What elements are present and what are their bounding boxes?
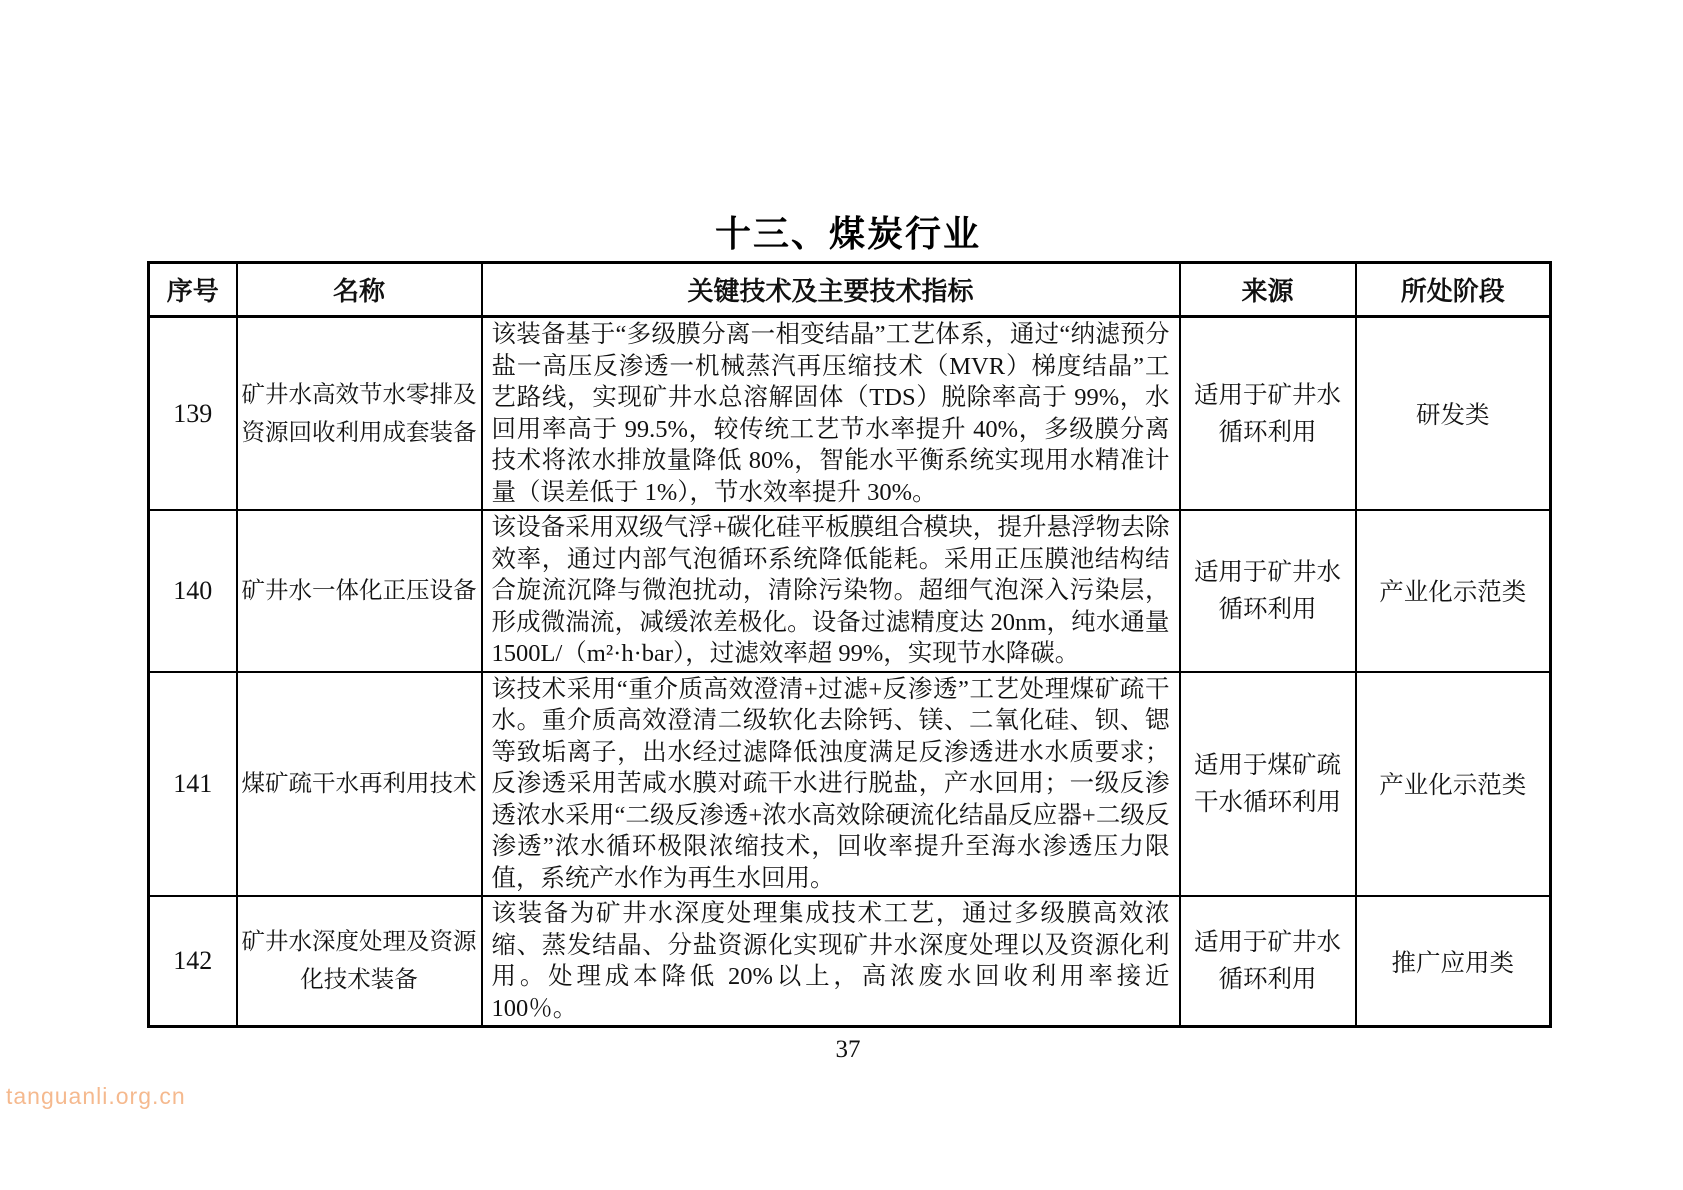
row-142-name: 矿井水深度处理及资源化技术装备 [237,896,482,1027]
row-139-no: 139 [149,317,237,511]
row-140-tech: 该设备采用双级气浮+碳化硅平板膜组合模块，提升悬浮物去除效率，通过内部气泡循环系统降低能耗。采用正压膜池结构结合旋流沉降与微泡扰动，清除污染物。超细气泡深入污染层，形成微湍流，减缓浓差极化。设备过滤精度达 20nm，纯水通量 1500L/（m²·h·bar），过滤效率超 99%，实现节水降碳。 [482,510,1180,672]
row-142-no: 142 [149,896,237,1027]
table-row [149,317,1551,511]
row-140-source: 适用于矿井水循环利用 [1180,510,1356,672]
header-tech: 关键技术及主要技术指标 [482,263,1180,317]
header-name: 名称 [237,263,482,317]
table-row [149,896,1551,1027]
header-source: 来源 [1180,263,1356,317]
row-141-no: 141 [149,672,237,897]
watermark-text: tanguanli.org.cn [6,1083,186,1109]
technology-table [147,261,1552,1028]
row-142-source: 适用于矿井水循环利用 [1180,896,1356,1027]
row-141-name: 煤矿疏干水再利用技术 [237,672,482,897]
header-row [149,263,1551,317]
table-header [149,263,1551,317]
row-140-stage: 产业化示范类 [1356,510,1551,672]
row-139-tech: 该装备基于“多级膜分离一相变结晶”工艺体系，通过“纳滤预分盐一高压反渗透一机械蒸汽再压缩技术（MVR）梯度结晶”工艺路线，实现矿井水总溶解固体（TDS）脱除率高于 99%，水回用率高于 99.5%，较传统工艺节水率提升 40%，多级膜分离技术将浓水排放量降低 80%，智能水平衡系统实现用水精准计量（误差低于 1%），节水效率提升 30%。 [482,317,1180,511]
page-number: 37 [835,1036,861,1063]
header-stage: 所处阶段 [1356,263,1551,317]
header-no: 序号 [149,263,237,317]
row-139-source: 适用于矿井水循环利用 [1180,317,1356,511]
row-140-no: 140 [149,510,237,672]
row-141-stage: 产业化示范类 [1356,672,1551,897]
row-139-stage: 研发类 [1356,317,1551,511]
row-139-name: 矿井水高效节水零排及资源回收利用成套装备 [237,317,482,511]
row-142-stage: 推广应用类 [1356,896,1551,1027]
table-row [149,672,1551,897]
table-row [149,510,1551,672]
row-141-tech: 该技术采用“重介质高效澄清+过滤+反渗透”工艺处理煤矿疏干水。重介质高效澄清二级软化去除钙、镁、二氧化硅、钡、锶等致垢离子，出水经过滤降低浊度满足反渗透进水水质要求；反渗透采用苦咸水膜对疏干水进行脱盐，产水回用；一级反渗透浓水采用“二级反渗透+浓水高效除硬流化结晶反应器+二级反渗透”浓水循环极限浓缩技术，回收率提升至海水渗透压力限值，系统产水作为再生水回用。 [482,672,1180,897]
table-body [149,317,1551,1027]
section-title: 十三、煤炭行业 [714,213,981,254]
row-140-name: 矿井水一体化正压设备 [237,510,482,672]
row-141-source: 适用于煤矿疏干水循环利用 [1180,672,1356,897]
row-142-tech: 该装备为矿井水深度处理集成技术工艺，通过多级膜高效浓缩、蒸发结晶、分盐资源化实现矿井水深度处理以及资源化利用。处理成本降低 20%以上，高浓废水回收利用率接近 100％。 [482,896,1180,1027]
